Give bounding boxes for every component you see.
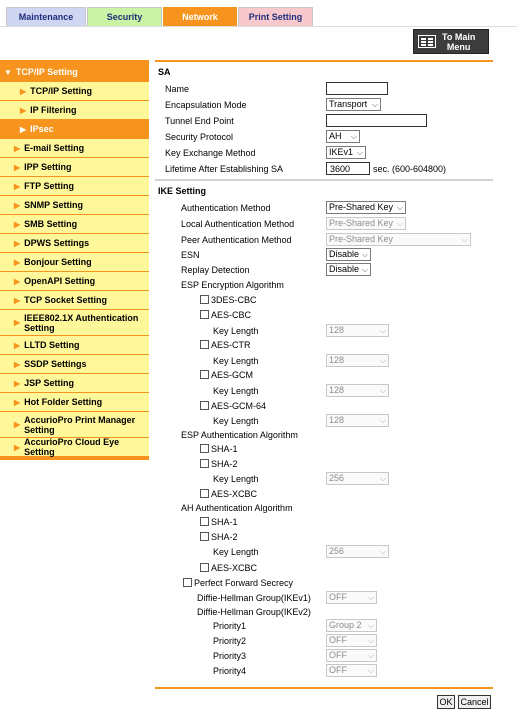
chevron-down-icon: ⌵ bbox=[367, 651, 374, 660]
dh-ikev1-select[interactable] bbox=[326, 591, 377, 604]
sidebar-item-label-line1: AccurioPro Print Manager bbox=[24, 414, 136, 425]
chevron-down-icon: ⌵ bbox=[361, 265, 368, 274]
priority1-value: Group 2 bbox=[329, 620, 362, 630]
sa-section-title: SA bbox=[158, 67, 171, 77]
ah-sha2-key-length-value: 256 bbox=[329, 546, 345, 556]
aes-gcm-64-label: AES-GCM-64 bbox=[211, 401, 267, 411]
replay-detection-value: Disable bbox=[329, 264, 360, 274]
esn-value: Disable bbox=[329, 249, 360, 259]
key-exchange-method-value: IKEv1 bbox=[329, 147, 354, 157]
chevron-down-icon: ⌵ bbox=[461, 235, 468, 244]
sidebar-item-label-line1: IEEE802.1X Authentication bbox=[24, 312, 139, 323]
aes-gcm-64-checkbox[interactable] bbox=[200, 401, 209, 410]
sidebar-item-smb[interactable] bbox=[0, 215, 149, 234]
priority1-label: Priority1 bbox=[213, 621, 247, 631]
chevron-down-icon: ⌵ bbox=[350, 132, 357, 141]
aes-gcm-key-length-value: 128 bbox=[329, 385, 345, 395]
aes-gcm-label: AES-GCM bbox=[211, 370, 254, 380]
ah-sha2-checkbox[interactable] bbox=[200, 532, 209, 541]
chevron-down-icon: ⌵ bbox=[379, 326, 386, 335]
tab-network[interactable]: Network bbox=[163, 7, 237, 26]
esp-sha2-checkbox[interactable] bbox=[200, 459, 209, 468]
sidebar-item-lltd[interactable] bbox=[0, 336, 149, 355]
cancel-button[interactable]: Cancel bbox=[458, 695, 491, 709]
chevron-down-icon: ⌵ bbox=[371, 100, 378, 109]
sidebar-bottom-bar bbox=[0, 457, 149, 460]
aes-gcm-key-length-label: Key Length bbox=[213, 386, 259, 396]
sa-name-label: Name bbox=[165, 84, 190, 94]
encapsulation-mode-label: Encapsulation Mode bbox=[165, 100, 247, 110]
key-exchange-method-label: Key Exchange Method bbox=[165, 148, 256, 158]
lifetime-input[interactable] bbox=[326, 162, 370, 175]
tab-divider bbox=[0, 26, 517, 27]
esp-encryption-label: ESP Encryption Algorithm bbox=[181, 280, 284, 290]
priority2-value: OFF bbox=[329, 635, 347, 645]
priority2-label: Priority2 bbox=[213, 636, 247, 646]
ah-auth-label: AH Authentication Algorithm bbox=[181, 503, 293, 513]
priority3-select[interactable] bbox=[326, 649, 377, 662]
aes-ctr-key-length-label: Key Length bbox=[213, 356, 259, 366]
esp-sha1-label: SHA-1 bbox=[211, 444, 238, 454]
triangle-right-icon: ▶ bbox=[14, 442, 21, 452]
aes-cbc-key-length-value: 128 bbox=[329, 325, 345, 335]
ah-aes-xcbc-checkbox[interactable] bbox=[200, 563, 209, 572]
priority3-label: Priority3 bbox=[213, 651, 247, 661]
chevron-down-icon: ⌵ bbox=[361, 250, 368, 259]
dh-ikev1-label: Diffie-Hellman Group(IKEv1) bbox=[197, 593, 311, 603]
triangle-down-icon: ▼ bbox=[4, 67, 12, 77]
sidebar-item-jsp[interactable] bbox=[0, 374, 149, 393]
priority4-value: OFF bbox=[329, 665, 347, 675]
esp-auth-label: ESP Authentication Algorithm bbox=[181, 430, 298, 440]
sidebar-item-label: SNMP Setting bbox=[24, 200, 83, 210]
chevron-down-icon: ⌵ bbox=[379, 386, 386, 395]
priority1-select[interactable] bbox=[326, 619, 377, 632]
local-auth-method-value: Pre-Shared Key bbox=[329, 218, 394, 228]
triangle-right-icon: ▶ bbox=[14, 181, 21, 191]
replay-detection-label: Replay Detection bbox=[181, 265, 250, 275]
content-bottom-separator bbox=[155, 687, 493, 689]
chevron-down-icon: ⌵ bbox=[367, 621, 374, 630]
aes-gcm-64-key-length-value: 128 bbox=[329, 415, 345, 425]
security-protocol-select[interactable] bbox=[326, 130, 360, 143]
chevron-down-icon: ⌵ bbox=[379, 474, 386, 483]
key-exchange-method-select[interactable] bbox=[326, 146, 366, 159]
triangle-right-icon: ▶ bbox=[14, 257, 21, 267]
triangle-right-icon: ▶ bbox=[14, 378, 21, 388]
sidebar-subitem-ip-filtering[interactable] bbox=[0, 101, 149, 120]
priority2-select[interactable] bbox=[326, 634, 377, 647]
3des-cbc-label: 3DES-CBC bbox=[211, 295, 257, 305]
tab-security[interactable]: Security bbox=[87, 7, 162, 26]
sidebar-subitem-ipsec[interactable] bbox=[0, 120, 149, 139]
aes-ctr-checkbox[interactable] bbox=[200, 340, 209, 349]
sidebar-item-email[interactable] bbox=[0, 139, 149, 158]
local-auth-method-label: Local Authentication Method bbox=[181, 219, 295, 229]
sidebar-item-label bbox=[24, 313, 138, 333]
priority4-label: Priority4 bbox=[213, 666, 247, 676]
chevron-down-icon: ⌵ bbox=[379, 416, 386, 425]
triangle-right-icon: ▶ bbox=[20, 86, 27, 96]
sidebar-item-label: LLTD Setting bbox=[24, 340, 80, 350]
triangle-right-icon: ▶ bbox=[14, 238, 21, 248]
sidebar-item-label: IPsec bbox=[30, 124, 54, 134]
lifetime-suffix: sec. (600-604800) bbox=[373, 164, 447, 174]
ah-sha2-key-length-select[interactable] bbox=[326, 545, 389, 558]
aes-ctr-key-length-value: 128 bbox=[329, 355, 345, 365]
encapsulation-mode-value: Transport bbox=[329, 99, 368, 109]
aes-ctr-label: AES-CTR bbox=[211, 340, 251, 350]
priority4-select[interactable] bbox=[326, 664, 377, 677]
menu-grid-icon bbox=[418, 35, 436, 48]
esn-label: ESN bbox=[181, 250, 200, 260]
esn-select[interactable] bbox=[326, 248, 371, 261]
sidebar-item-bonjour[interactable] bbox=[0, 253, 149, 272]
triangle-right-icon: ▶ bbox=[14, 317, 21, 327]
aes-cbc-key-length-label: Key Length bbox=[213, 326, 259, 336]
sidebar-item-ieee8021x[interactable] bbox=[0, 310, 149, 336]
sidebar bbox=[0, 60, 149, 460]
sa-name-input[interactable] bbox=[326, 82, 388, 95]
sidebar-item-label: TCP Socket Setting bbox=[24, 295, 108, 305]
sidebar-item-label: Bonjour Setting bbox=[24, 257, 92, 267]
to-main-menu-label-line1: To Main bbox=[442, 31, 476, 42]
pfs-label: Perfect Forward Secrecy bbox=[194, 578, 294, 588]
sidebar-item-label: DPWS Settings bbox=[24, 238, 90, 248]
triangle-right-icon: ▶ bbox=[20, 105, 27, 115]
section-separator bbox=[155, 179, 493, 181]
to-main-menu-button[interactable] bbox=[413, 29, 489, 54]
sidebar-item-label-line2: Setting bbox=[24, 322, 55, 333]
sidebar-item-label: E-mail Setting bbox=[24, 143, 85, 153]
ah-sha2-label: SHA-2 bbox=[211, 532, 238, 542]
3des-cbc-checkbox[interactable] bbox=[200, 295, 209, 304]
sidebar-item-ssdp[interactable] bbox=[0, 355, 149, 374]
sidebar-item-label: Hot Folder Setting bbox=[24, 397, 103, 407]
aes-cbc-label: AES-CBC bbox=[211, 310, 252, 320]
auth-method-value: Pre-Shared Key bbox=[329, 202, 394, 212]
sidebar-item-snmp[interactable] bbox=[0, 196, 149, 215]
sidebar-item-label: FTP Setting bbox=[24, 181, 74, 191]
triangle-right-icon: ▶ bbox=[14, 219, 21, 229]
triangle-right-icon: ▶ bbox=[14, 276, 21, 286]
aes-gcm-key-length-select[interactable] bbox=[326, 384, 389, 397]
peer-auth-method-value: Pre-Shared Key bbox=[329, 234, 394, 244]
sidebar-item-tcpip[interactable] bbox=[0, 63, 149, 82]
chevron-down-icon: ⌵ bbox=[356, 148, 363, 157]
chevron-down-icon: ⌵ bbox=[367, 593, 374, 602]
peer-auth-method-label: Peer Authentication Method bbox=[181, 235, 292, 245]
sidebar-item-label: SSDP Settings bbox=[24, 359, 87, 369]
auth-method-select[interactable] bbox=[326, 201, 406, 214]
sidebar-item-ipp[interactable] bbox=[0, 158, 149, 177]
chevron-down-icon: ⌵ bbox=[379, 356, 386, 365]
sidebar-subitem-tcpip-setting[interactable] bbox=[0, 82, 149, 101]
chevron-down-icon: ⌵ bbox=[396, 203, 403, 212]
chevron-down-icon: ⌵ bbox=[396, 219, 403, 228]
triangle-right-icon: ▶ bbox=[14, 162, 21, 172]
esp-sha1-checkbox[interactable] bbox=[200, 444, 209, 453]
sidebar-item-label: IPP Setting bbox=[24, 162, 72, 172]
esp-aes-xcbc-checkbox[interactable] bbox=[200, 489, 209, 498]
sidebar-item-ftp[interactable] bbox=[0, 177, 149, 196]
sidebar-item-label bbox=[24, 415, 135, 435]
esp-sha2-key-length-label: Key Length bbox=[213, 474, 259, 484]
ok-button[interactable]: OK bbox=[437, 695, 455, 709]
sidebar-item-label: OpenAPI Setting bbox=[24, 276, 96, 286]
tab-print-setting[interactable]: Print Setting bbox=[238, 7, 313, 26]
ah-sha1-checkbox[interactable] bbox=[200, 517, 209, 526]
sidebar-item-label-line2: Setting bbox=[24, 424, 55, 435]
security-protocol-label: Security Protocol bbox=[165, 132, 234, 142]
aes-gcm-64-key-length-label: Key Length bbox=[213, 416, 259, 426]
to-main-menu-label-line2: Menu bbox=[446, 41, 471, 52]
chevron-down-icon: ⌵ bbox=[367, 636, 374, 645]
tunnel-end-point-input[interactable] bbox=[326, 114, 427, 127]
esp-sha2-label: SHA-2 bbox=[211, 459, 238, 469]
triangle-right-icon: ▶ bbox=[14, 295, 21, 305]
triangle-right-icon: ▶ bbox=[14, 419, 21, 429]
esp-sha2-key-length-value: 256 bbox=[329, 473, 345, 483]
tab-maintenance[interactable]: Maintenance bbox=[6, 7, 86, 26]
lifetime-label: Lifetime After Establishing SA bbox=[165, 164, 284, 174]
esp-sha2-key-length-select[interactable] bbox=[326, 472, 389, 485]
sidebar-item-openapi[interactable] bbox=[0, 272, 149, 291]
content-top-separator bbox=[155, 60, 493, 62]
sidebar-item-dpws[interactable] bbox=[0, 234, 149, 253]
chevron-down-icon: ⌵ bbox=[379, 547, 386, 556]
aes-gcm-checkbox[interactable] bbox=[200, 370, 209, 379]
sidebar-item-label: TCP/IP Setting bbox=[30, 86, 92, 96]
sidebar-item-hot-folder[interactable] bbox=[0, 393, 149, 412]
dh-ikev1-value: OFF bbox=[329, 592, 347, 602]
peer-auth-method-select[interactable] bbox=[326, 233, 471, 246]
replay-detection-select[interactable] bbox=[326, 263, 371, 276]
triangle-right-icon: ▶ bbox=[14, 200, 21, 210]
ike-section-title: IKE Setting bbox=[158, 186, 207, 196]
tunnel-end-point-label: Tunnel End Point bbox=[165, 116, 234, 126]
triangle-right-icon: ▶ bbox=[14, 143, 21, 153]
triangle-right-icon: ▶ bbox=[14, 397, 21, 407]
sidebar-item-tcp-socket[interactable] bbox=[0, 291, 149, 310]
sidebar-item-label: AccurioPro Cloud Eye Setting bbox=[24, 437, 120, 457]
ah-sha1-label: SHA-1 bbox=[211, 517, 238, 527]
triangle-right-icon: ▶ bbox=[20, 124, 27, 134]
dh-ikev2-label: Diffie-Hellman Group(IKEv2) bbox=[197, 607, 311, 617]
sidebar-item-accurio-cloud-eye[interactable] bbox=[0, 438, 149, 457]
ah-sha2-key-length-label: Key Length bbox=[213, 547, 259, 557]
aes-ctr-key-length-select[interactable] bbox=[326, 354, 389, 367]
priority3-value: OFF bbox=[329, 650, 347, 660]
sidebar-item-accurio-print-manager[interactable] bbox=[0, 412, 149, 438]
chevron-down-icon: ⌵ bbox=[367, 666, 374, 675]
aes-cbc-checkbox[interactable] bbox=[200, 310, 209, 319]
encapsulation-mode-select[interactable] bbox=[326, 98, 381, 111]
sidebar-item-label: TCP/IP Setting bbox=[15, 67, 78, 77]
auth-method-label: Authentication Method bbox=[181, 203, 271, 213]
pfs-checkbox[interactable] bbox=[183, 578, 192, 587]
sidebar-item-label: SMB Setting bbox=[24, 219, 78, 229]
aes-cbc-key-length-select[interactable] bbox=[326, 324, 389, 337]
sidebar-item-label: JSP Setting bbox=[24, 378, 75, 388]
sidebar-item-label: IP Filtering bbox=[30, 105, 77, 115]
aes-gcm-64-key-length-select[interactable] bbox=[326, 414, 389, 427]
local-auth-method-select[interactable] bbox=[326, 217, 406, 230]
ah-aes-xcbc-label: AES-XCBC bbox=[211, 563, 258, 573]
to-main-menu-label bbox=[442, 32, 475, 52]
esp-aes-xcbc-label: AES-XCBC bbox=[211, 489, 258, 499]
security-protocol-value: AH bbox=[329, 131, 342, 141]
triangle-right-icon: ▶ bbox=[14, 340, 21, 350]
triangle-right-icon: ▶ bbox=[14, 359, 21, 369]
